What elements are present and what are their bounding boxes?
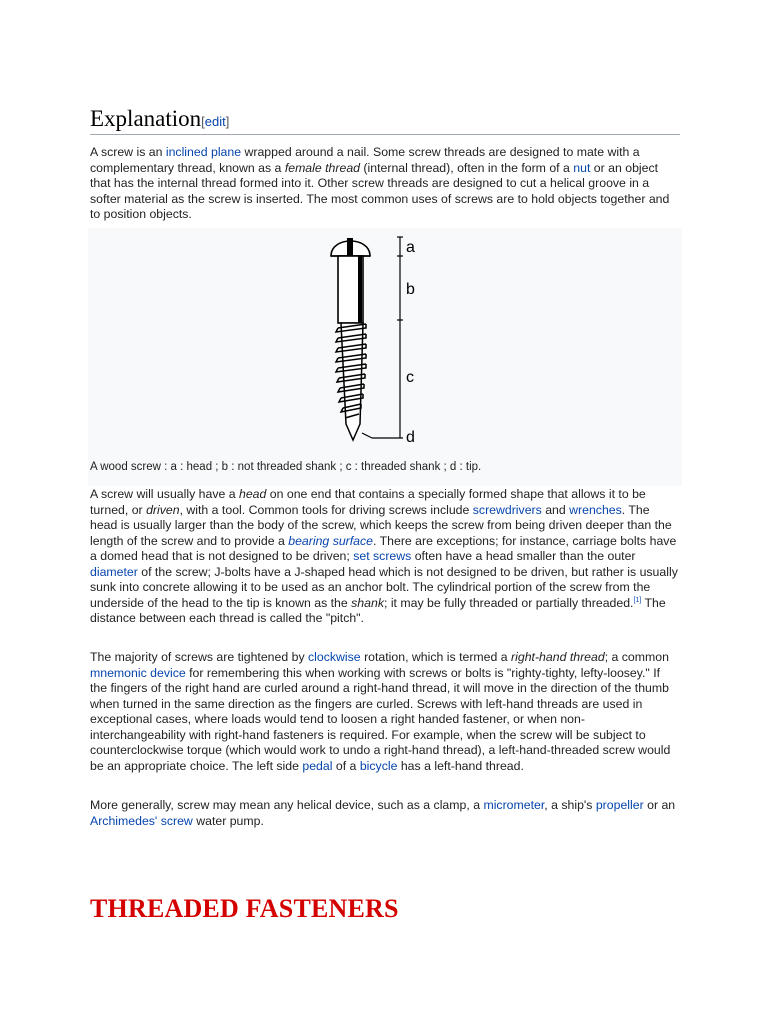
link-mnemonic-device[interactable]: mnemonic device bbox=[90, 665, 186, 680]
link-clockwise[interactable]: clockwise bbox=[308, 650, 361, 664]
wood-screw-diagram bbox=[328, 232, 428, 446]
text: wrapped around a nail. Some screw threads are designed to mate with a complementary thread, known as a bbox=[90, 145, 640, 175]
term-head: head bbox=[239, 487, 267, 501]
screw-head bbox=[331, 238, 370, 256]
term-right-hand-thread: right-hand thread bbox=[511, 650, 605, 664]
text: water pump. bbox=[192, 813, 264, 828]
paragraph-general bbox=[90, 798, 680, 829]
section-title: Explanation bbox=[90, 106, 202, 131]
screw-shank bbox=[338, 256, 363, 323]
text: The distance between each thread is called the "pitch". bbox=[90, 595, 666, 625]
text: rotation, which is termed a bbox=[360, 650, 512, 664]
wood-screw-figure bbox=[88, 228, 682, 486]
text: (internal thread), often in the form of a bbox=[360, 160, 574, 175]
text: The majority of screws are tightened by bbox=[90, 650, 309, 664]
screw-threads bbox=[336, 323, 366, 440]
text: A screw will usually have a bbox=[90, 487, 239, 501]
section-heading bbox=[90, 106, 680, 135]
paragraph-handedness bbox=[90, 650, 680, 774]
text: of the screw; J-bolts have a J-shaped head which is not designed to be driven, but rather is usually sunk into concrete allowing it to be used as an anchor bolt. The cylindrical portion of the screw from the underside of the head to the tip is known as the bbox=[90, 564, 678, 610]
paragraph-intro bbox=[90, 145, 680, 223]
text: often have a head smaller than the outer bbox=[411, 549, 636, 563]
link-bearing-surface[interactable] bbox=[288, 534, 373, 548]
paragraph-head bbox=[90, 487, 680, 627]
edit-link[interactable]: edit bbox=[204, 114, 226, 129]
text: for remembering this when working with screws or bolts is "righty-tighty, lefty-loosey." If the fingers of the right hand are curled around a right-hand thread, it will move in the direction of the thumb when turned in the same direction as the fingers are curled. Screws with left-hand threads are used in exceptional cases, where loads would tend to loosen a right handed fastener, or when non-interchangeability with right-hand fasteners is required. For example, when the screw will be subject to counterclockwise torque (which would work to undo a right-hand thread), a left-hand-threaded screw would be an appropriate choice. The left side bbox=[90, 665, 671, 773]
link-screwdrivers[interactable]: screwdrivers bbox=[472, 502, 542, 517]
text: or an object that has the internal thread formed into it. Other screw threads are designed to cut a helical groove in a softer material as the screw is inserted. The most common uses of screws are to hold objects together and to position objects. bbox=[90, 160, 670, 221]
link-archimedes-screw[interactable]: Archimedes' screw bbox=[90, 813, 193, 828]
text: . There are exceptions; for instance, carriage bolts have a domed head that is not designed to be driven; bbox=[90, 533, 677, 563]
edit-section bbox=[201, 114, 229, 129]
link-inclined-plane[interactable]: inclined plane bbox=[165, 145, 242, 159]
text: , with a tool. Common tools for driving screws include bbox=[179, 502, 473, 517]
text: or an bbox=[643, 798, 676, 812]
link-wrenches[interactable]: wrenches bbox=[569, 502, 622, 517]
text: A screw is an bbox=[90, 145, 166, 159]
text: and bbox=[541, 502, 570, 517]
text: on one end that contains a specially formed shape that allows it to be turned, or bbox=[90, 487, 646, 517]
link-nut[interactable]: nut bbox=[573, 160, 591, 175]
term-driven: driven bbox=[146, 502, 180, 517]
label-a: a bbox=[406, 239, 415, 256]
link-pedal[interactable]: pedal bbox=[302, 758, 333, 773]
text: has a left-hand thread. bbox=[397, 758, 524, 773]
text: . The head is usually larger than the body of the screw, which keeps the screw from being driven deeper than the length of the screw and to provide a bbox=[90, 502, 672, 548]
reference-link[interactable]: [1] bbox=[633, 596, 642, 604]
link-micrometer[interactable]: micrometer bbox=[483, 798, 545, 812]
link-set-screws[interactable]: set screws bbox=[353, 549, 412, 563]
text: More generally, screw may mean any helical device, such as a clamp, a bbox=[90, 798, 484, 812]
threaded-fasteners-heading: THREADED FASTENERS bbox=[90, 894, 399, 923]
link-bearing-surface-text: bearing surface bbox=[288, 533, 374, 548]
term-shank: shank bbox=[351, 595, 384, 610]
link-diameter[interactable]: diameter bbox=[90, 564, 138, 579]
edit-bracket-close: ] bbox=[225, 114, 230, 129]
dimension-brackets bbox=[362, 237, 403, 438]
edit-bracket-open: [ bbox=[201, 114, 205, 129]
figure-caption: A wood screw : a : head ; b : not threaded shank ; c : threaded shank ; d : tip. bbox=[90, 461, 482, 473]
label-b: b bbox=[406, 281, 415, 298]
label-c: c bbox=[406, 369, 414, 386]
label-d: d bbox=[406, 429, 415, 446]
link-propeller[interactable]: propeller bbox=[595, 798, 644, 812]
term-female-thread: female thread bbox=[284, 160, 361, 175]
text: ; a common bbox=[604, 650, 669, 664]
text: of a bbox=[332, 758, 360, 773]
text: ; it may be fully threaded or partially threaded. bbox=[383, 595, 634, 610]
text: , a ship's bbox=[544, 798, 596, 812]
link-bicycle[interactable]: bicycle bbox=[359, 758, 398, 773]
